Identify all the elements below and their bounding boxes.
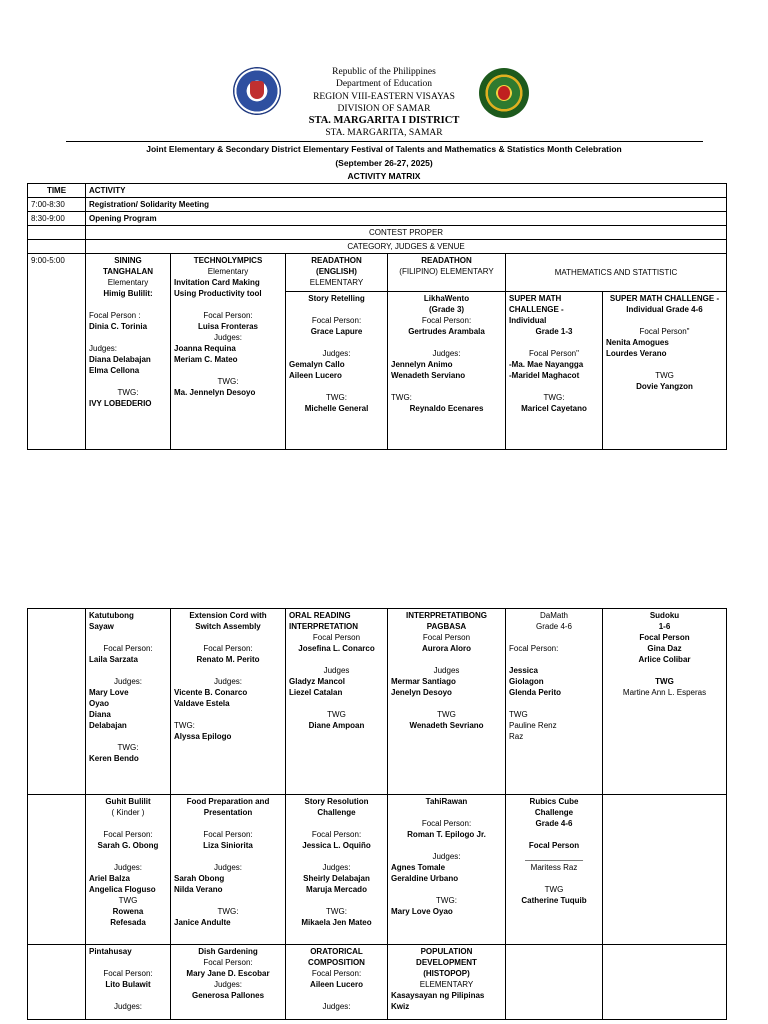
cell-text: Extension Cord with — [189, 611, 267, 620]
cell-text — [89, 632, 167, 643]
cell-text — [391, 840, 502, 851]
cell-text: INTERPRETATIBONG — [405, 611, 488, 620]
cell-text: LikhaWento — [423, 294, 470, 303]
cell-text: TWG: — [436, 896, 457, 905]
cell-text: Judges: — [322, 1002, 351, 1011]
cell-text: Wenadeth Serviano — [391, 371, 466, 380]
cell-text — [606, 665, 723, 676]
cell-text: Liza Siniorita — [203, 841, 253, 850]
cell-text: Refesada — [110, 918, 146, 927]
cell-text: Kasaysayan ng Pilipinas — [391, 991, 485, 1000]
cell-text: Judges: — [322, 863, 351, 872]
cell-text: Gemalyn Callo — [289, 360, 345, 369]
matrix-cell — [506, 292, 603, 450]
cell-text: Judges: — [322, 349, 351, 358]
cell-text: Individual — [509, 316, 547, 325]
cell-text: (FILIPINO) ELEMENTARY — [399, 267, 494, 276]
cell-text — [509, 632, 599, 643]
cell-text: Agnes Tomale — [391, 863, 446, 872]
time-cell: 9:00-5:00 — [28, 254, 86, 450]
cell-text: Focal Person: — [421, 316, 472, 325]
matrix-cell — [506, 795, 603, 945]
cell-text: TWG: — [391, 393, 412, 402]
cell-text: Focal Person: — [311, 830, 362, 839]
cell-text — [174, 818, 282, 829]
cell-text: Sayaw — [89, 622, 114, 631]
cell-text — [509, 381, 599, 392]
cell-text: Alyssa Epilogo — [174, 732, 232, 741]
cell-text: ORAL READING — [289, 611, 351, 620]
cell-text — [174, 632, 282, 643]
cell-text: TWG — [655, 371, 674, 380]
cell-text: Sudoku — [649, 611, 680, 620]
cell-text: Keren Bendo — [89, 754, 139, 763]
cell-text: Pintahusay — [89, 947, 132, 956]
cell-text: Focal Person — [528, 841, 580, 850]
cell-text: Elma Cellona — [89, 366, 140, 375]
cell-text: Jenelyn Desoyo — [391, 688, 452, 697]
cell-text: POPULATION — [420, 947, 473, 956]
cell-text: Maricel Cayetano — [521, 404, 587, 413]
cell-text: TWG — [437, 710, 456, 719]
cell-text — [509, 654, 599, 665]
matrix-cell — [86, 945, 171, 1020]
cell-text — [89, 957, 167, 968]
cell-text: (ENGLISH) — [316, 267, 357, 276]
matrix-title: ACTIVITY MATRIX — [347, 171, 421, 181]
cell-text — [606, 315, 723, 326]
cell-text: Focal Person: — [203, 311, 253, 320]
cell-text: Sarah Obong — [174, 874, 225, 883]
cell-text: Geraldine Urbano — [391, 874, 459, 883]
cell-text: Jennelyn Animo — [391, 360, 453, 369]
activity-matrix-table — [27, 183, 727, 450]
cell-text: Focal Person: — [311, 316, 362, 325]
cell-text: -Maridel Maghacot — [509, 371, 580, 380]
cell-text: IVY LOBEDERIO — [89, 399, 152, 408]
header-rule — [66, 141, 703, 142]
cell-text: 1-6 — [658, 622, 671, 631]
cell-text: TWG: — [217, 377, 239, 386]
cell-text: TWG: — [117, 743, 139, 752]
matrix-cell — [506, 609, 603, 795]
cell-text: Nilda Verano — [174, 885, 223, 894]
cell-text — [174, 709, 282, 720]
cell-text: Focal Person — [639, 633, 690, 642]
empty-cell — [28, 609, 86, 795]
cell-text: Judges: — [113, 1002, 143, 1011]
matrix-cell — [388, 292, 506, 450]
activity-cell: Registration/ Solidarity Meeting — [86, 198, 727, 212]
cell-text: Sarah G. Obong — [97, 841, 159, 850]
cell-text — [509, 698, 599, 709]
cell-text — [289, 818, 384, 829]
cell-text: Focal Person — [422, 633, 471, 642]
cell-text: Focal Person: — [311, 969, 362, 978]
cell-text: Presentation — [203, 808, 253, 817]
matrix-cell — [388, 254, 506, 292]
cell-text: Jessica L. Oquiño — [302, 841, 371, 850]
cell-text: DEVELOPMENT — [416, 958, 477, 967]
matrix-cell — [286, 254, 388, 292]
cell-text: Joanna Requina — [174, 344, 236, 353]
cell-text: Judges: — [432, 852, 461, 861]
cell-text: Judges: — [213, 333, 243, 342]
cell-text: Maritess Raz — [530, 863, 578, 872]
cell-text: Focal Person — [312, 633, 361, 642]
header-line: REGION VIII-EASTERN VISAYAS — [313, 91, 455, 102]
matrix-cell — [286, 292, 388, 450]
event-dates: (September 26-27, 2025) — [335, 158, 433, 168]
cell-text: Diane Ampoan — [308, 721, 365, 730]
cell-text: TANGHALAN — [102, 267, 154, 276]
cell-text — [89, 299, 167, 310]
cell-text: Gladyz Mancol — [289, 677, 346, 686]
matrix-cell — [603, 945, 727, 1020]
cell-text — [289, 851, 384, 862]
cell-text: Mary Love Oyao — [391, 907, 453, 916]
contest-proper-label: CONTEST PROPER — [86, 226, 727, 240]
cell-text: Sheirly Delabajan — [303, 874, 370, 883]
math-header: MATHEMATICS AND STATTISTIC — [506, 254, 727, 292]
cell-text: Glenda Perito — [509, 688, 562, 697]
header-line: DIVISION OF SAMAR — [337, 103, 431, 114]
cell-text: TahiRawan — [425, 797, 468, 806]
cell-text: Catherine Tuquib — [521, 896, 587, 905]
matrix-cell — [86, 795, 171, 945]
cell-text: ORATORICAL — [310, 947, 363, 956]
cell-text — [509, 873, 599, 884]
matrix-cell — [603, 292, 727, 450]
cell-text: Judges — [323, 666, 350, 675]
cell-text — [174, 665, 282, 676]
cell-text: Himig Bulilit: — [103, 289, 153, 298]
cell-text: Jessica — [509, 666, 538, 675]
cell-text: SINING — [114, 256, 142, 265]
cell-text: Nenita Amogues — [606, 338, 669, 347]
cell-text: Meriam C. Mateo — [174, 355, 238, 364]
cell-text: Focal Person: — [103, 644, 153, 653]
cell-text: TWG: — [117, 388, 139, 397]
activity-matrix-table-continued — [27, 608, 727, 1020]
empty-cell — [28, 945, 86, 1020]
cell-text: Elementary — [207, 267, 249, 276]
cell-text — [289, 381, 384, 392]
matrix-cell — [286, 795, 388, 945]
cell-text — [391, 884, 502, 895]
cell-text: Grade 4-6 — [535, 622, 573, 631]
cell-text: ( Kinder ) — [111, 808, 145, 817]
cell-text: Focal Person" — [529, 349, 579, 358]
header-line: Republic of the Philippines — [332, 67, 436, 77]
cell-text — [174, 365, 282, 376]
cell-text: READATHON — [421, 256, 472, 265]
cell-text: TWG — [327, 710, 346, 719]
cell-text: ELEMENTARY — [419, 980, 474, 989]
cell-text: Judges: — [432, 349, 461, 358]
cell-text: Renato M. Perito — [196, 655, 260, 664]
cell-text: Story Resolution — [304, 797, 369, 806]
cell-text: Ariel Balza — [89, 874, 130, 883]
cell-text: Story Retelling — [308, 294, 365, 303]
cell-text: Josefina L. Conarco — [298, 644, 375, 653]
cell-text — [89, 851, 167, 862]
cell-text: Dinia C. Torinia — [89, 322, 148, 331]
cell-text: SUPER MATH CHALLENGE - — [609, 294, 720, 303]
matrix-cell — [388, 609, 506, 795]
cell-text: Maruja Mercado — [306, 885, 367, 894]
empty-cell — [28, 795, 86, 945]
cell-text: Grade 4-6 — [535, 819, 573, 828]
cell-text: Judges — [433, 666, 460, 675]
cell-text: Judges: — [213, 677, 243, 686]
cell-text: DaMath — [539, 611, 568, 620]
matrix-cell — [171, 795, 286, 945]
cell-text: Focal Person: — [103, 969, 153, 978]
cell-text: Focal Person: — [203, 830, 253, 839]
cell-text: TWG: — [326, 393, 347, 402]
cell-text — [289, 337, 384, 348]
cell-text: TWG: — [543, 393, 565, 402]
cell-text: Aileen Lucero — [310, 980, 363, 989]
matrix-cell — [286, 609, 388, 795]
event-title: Joint Elementary & Secondary District Elementary Festival of Talents and Mathematics & Statistics Month Celebration — [146, 144, 622, 154]
cell-text — [174, 895, 282, 906]
cell-text: Grace Lapure — [310, 327, 363, 336]
cell-text: Raz — [509, 732, 524, 741]
cell-text — [174, 851, 282, 862]
cell-text — [289, 698, 384, 709]
matrix-cell — [603, 795, 727, 945]
cell-text: Dish Gardening — [198, 947, 258, 956]
cell-text: Using Productivity tool — [174, 289, 262, 298]
cell-text: (Grade 3) — [428, 305, 465, 314]
cell-text: Giolagon — [509, 677, 544, 686]
cell-text: Aurora Aloro — [421, 644, 472, 653]
cell-text: Elementary — [107, 278, 149, 287]
cell-text: Focal Person: — [203, 644, 253, 653]
cell-text: Michelle General — [304, 404, 369, 413]
cell-text: TWG — [118, 896, 138, 905]
activity-header: ACTIVITY — [86, 184, 727, 198]
cell-text: Ma. Jennelyn Desoyo — [174, 388, 256, 397]
cell-text — [289, 990, 384, 1001]
cell-text: Gina Daz — [647, 644, 682, 653]
cell-text — [89, 818, 167, 829]
cell-text: Lourdes Verano — [606, 349, 667, 358]
cell-text: Vicente B. Conarco — [174, 688, 248, 697]
cell-text: Gertrudes Arambala — [408, 327, 485, 336]
cell-text: Mary Love — [89, 688, 129, 697]
cell-text — [89, 731, 167, 742]
cell-text: Wenadeth Sevriano — [409, 721, 484, 730]
cell-text: COMPOSITION — [308, 958, 365, 967]
cell-text: Valdave Estela — [174, 699, 230, 708]
cell-text: TWG — [544, 885, 564, 894]
matrix-cell — [171, 254, 286, 450]
cell-text: Challenge — [534, 808, 574, 817]
cell-text: TWG — [655, 677, 674, 686]
cell-text: Rowena — [112, 907, 144, 916]
cell-text: Focal Person: — [203, 958, 253, 967]
cell-text: Luisa Fronteras — [197, 322, 258, 331]
cell-text: Rubics Cube — [529, 797, 579, 806]
cell-text: Judges: — [113, 863, 143, 872]
time-cell: 8:30-9:00 — [28, 212, 86, 226]
cell-text: Judges: — [213, 980, 243, 989]
cell-text: TWG: — [217, 907, 239, 916]
cell-text: Judges: — [89, 344, 118, 353]
matrix-cell — [286, 945, 388, 1020]
cell-text — [89, 665, 167, 676]
cell-text: -Ma. Mae Nayangga — [509, 360, 584, 369]
cell-text: Focal Person: — [509, 644, 559, 653]
cell-text: Mikaela Jen Mateo — [301, 918, 372, 927]
cell-text — [289, 304, 384, 315]
cell-text: Challenge — [317, 808, 356, 817]
matrix-cell — [171, 945, 286, 1020]
cell-text: Mary Jane D. Escobar — [186, 969, 270, 978]
cell-text: _____________ — [525, 852, 583, 861]
cell-text: Delabajan — [89, 721, 127, 730]
cell-text: SUPER MATH — [509, 294, 562, 303]
cell-text: Judges: — [213, 863, 243, 872]
cell-text: Liezel Catalan — [289, 688, 343, 697]
cell-text — [289, 654, 384, 665]
matrix-cell — [603, 609, 727, 795]
cell-text: ELEMENTARY — [309, 278, 364, 287]
time-cell: 7:00-8:30 — [28, 198, 86, 212]
district-place: STA. MARGARITA, SAMAR — [325, 128, 443, 139]
cell-text — [289, 895, 384, 906]
cell-text: PAGBASA — [426, 622, 467, 631]
activity-cell: Opening Program — [86, 212, 727, 226]
cell-text: Arlice Colibar — [638, 655, 691, 664]
cell-text — [89, 332, 167, 343]
cell-text — [89, 376, 167, 387]
cell-text: Invitation Card Making — [174, 278, 260, 287]
matrix-cell — [506, 945, 603, 1020]
cell-text — [509, 829, 599, 840]
cell-text: Diana Delabajan — [89, 355, 151, 364]
cell-text: Switch Assembly — [195, 622, 261, 631]
cell-text: Katutubong — [89, 611, 134, 620]
matrix-cell — [388, 945, 506, 1020]
cell-text: Roman T. Epilogo Jr. — [407, 830, 486, 839]
cell-text — [391, 381, 502, 392]
matrix-cell — [171, 609, 286, 795]
cell-text: Janice Andulte — [174, 918, 231, 927]
cell-text: READATHON — [311, 256, 362, 265]
cell-text: Food Preparation and — [186, 797, 270, 806]
cell-text: Grade 1-3 — [535, 327, 573, 336]
cell-text: Individual Grade 4-6 — [626, 305, 703, 314]
cell-text: Laila Sarzata — [89, 655, 138, 664]
letterhead — [0, 66, 768, 140]
cell-text — [391, 807, 502, 818]
cell-text: Kwiz — [391, 1002, 410, 1011]
cell-text — [391, 654, 502, 665]
cell-text: TWG: — [174, 721, 195, 730]
district-name: STA. MARGARITA I DISTRICT — [308, 115, 460, 127]
cell-text: INTERPRETATION — [289, 622, 359, 631]
cell-text: (HISTOPOP) — [423, 969, 470, 978]
cell-text: Aileen Lucero — [289, 371, 342, 380]
matrix-cell — [388, 795, 506, 945]
cell-text: Pauline Renz — [509, 721, 557, 730]
cell-text: Focal Person" — [639, 327, 690, 336]
cell-text — [174, 299, 282, 310]
cell-text: Reynaldo Ecenares — [409, 404, 484, 413]
cell-text: Focal Person: — [103, 830, 153, 839]
cell-text: Generosa Pallones — [191, 991, 265, 1000]
cell-text: TECHNOLYMPICS — [193, 256, 263, 265]
time-header: TIME — [28, 184, 86, 198]
cell-text: Focal Person: — [421, 819, 472, 828]
cell-text: Lito Bulawit — [105, 980, 151, 989]
cell-text: Dovie Yangzon — [636, 382, 693, 391]
matrix-cell — [86, 609, 171, 795]
matrix-cell — [86, 254, 171, 450]
cell-text: TWG — [509, 710, 528, 719]
cell-text — [391, 698, 502, 709]
category-label: CATEGORY, JUDGES & VENUE — [86, 240, 727, 254]
cell-text: Angelica Floguso — [89, 885, 156, 894]
cell-text: Oyao — [89, 699, 110, 708]
cell-text: Diana — [89, 710, 111, 719]
cell-text: Martine Ann L. Esperas — [622, 688, 707, 697]
header-line: Department of Education — [335, 79, 433, 90]
cell-text — [509, 337, 599, 348]
cell-text: Guhit Bulilit — [105, 797, 151, 806]
cell-text: Judges: — [113, 677, 143, 686]
empty-cell — [28, 240, 86, 254]
cell-text — [391, 337, 502, 348]
empty-cell — [28, 226, 86, 240]
cell-text: Mermar Santiago — [391, 677, 456, 686]
cell-text — [606, 359, 723, 370]
cell-text — [89, 990, 167, 1001]
cell-text: TWG: — [326, 907, 347, 916]
cell-text: Focal Person : — [89, 311, 141, 320]
cell-text: CHALLENGE - — [509, 305, 564, 314]
